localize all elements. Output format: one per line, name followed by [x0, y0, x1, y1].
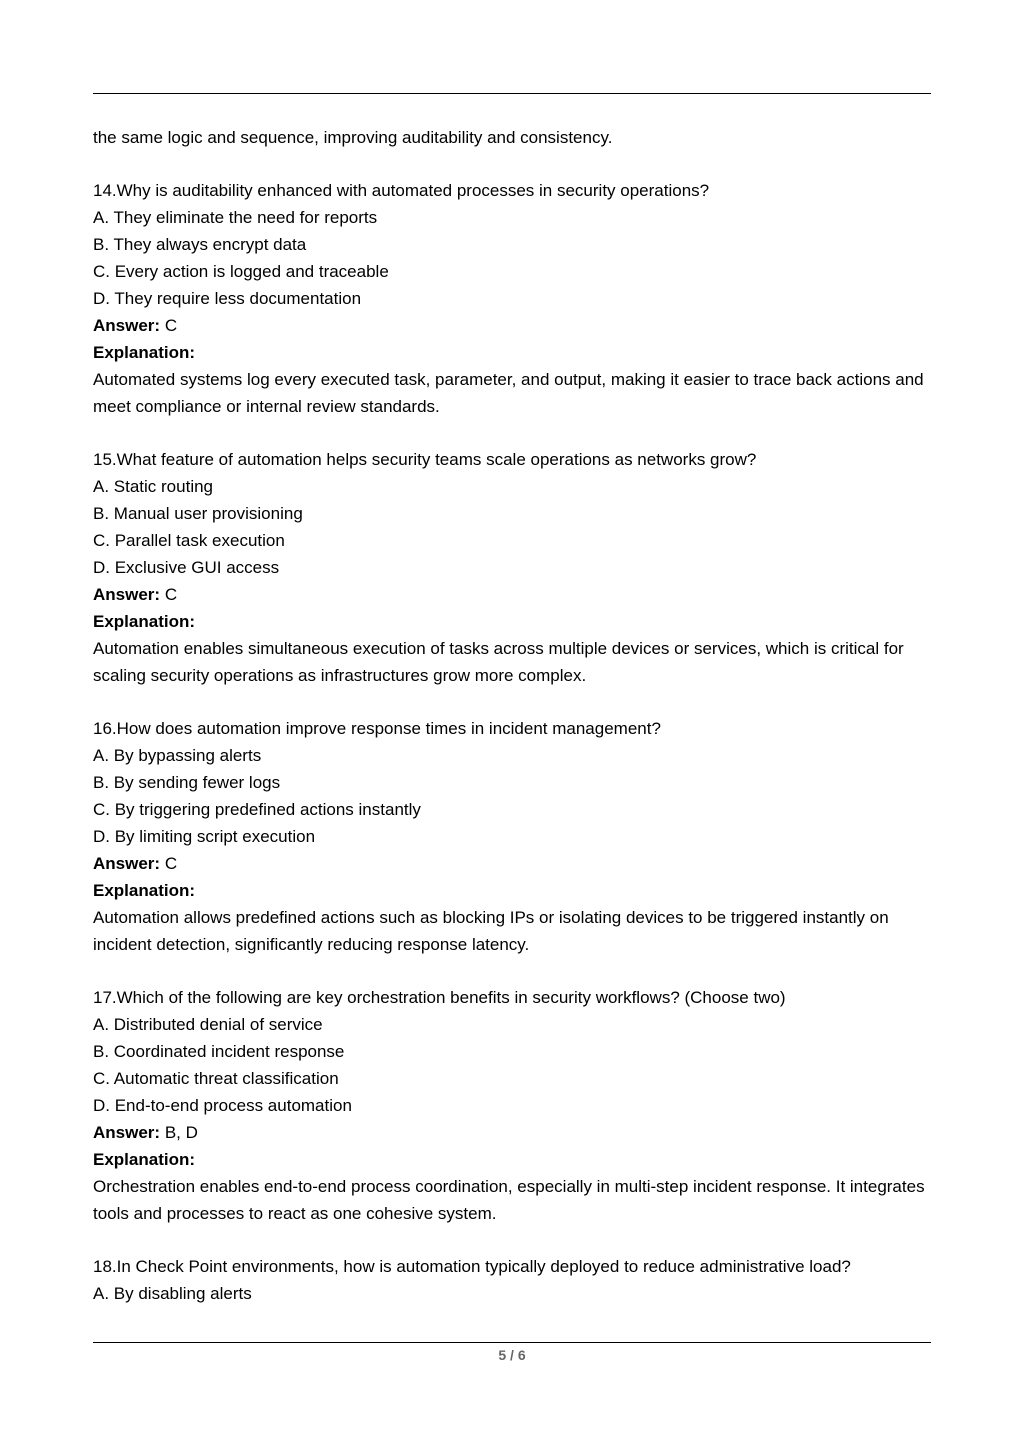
explanation-text: Automation enables simultaneous execution of tasks across multiple devices or services, which is critical for scaling security operations as infrastructures grow more complex. — [93, 639, 904, 685]
answer-line — [93, 312, 935, 339]
option-d: D. End-to-end process automation — [93, 1096, 352, 1115]
question-block — [93, 177, 935, 420]
answer-label: Answer: — [93, 316, 161, 335]
spacer — [93, 689, 935, 715]
option-a: A. Static routing — [93, 477, 214, 496]
spacer — [93, 151, 935, 177]
answer-value: C — [164, 585, 178, 604]
explanation-text: Orchestration enables end-to-end process coordination, especially in multi-step incident response. It integrates tools and processes to react as one cohesive system. — [93, 1177, 925, 1223]
option-c: C. Every action is logged and traceable — [93, 262, 389, 281]
explanation-label: Explanation: — [93, 343, 196, 362]
explanation-text: Automation allows predefined actions such as blocking IPs or isolating devices to be triggered instantly on incident detection, significantly reducing response latency. — [93, 908, 889, 954]
question-block — [93, 1253, 935, 1307]
option-c: C. Parallel task execution — [93, 531, 285, 550]
question-text: 14.Why is auditability enhanced with automated processes in security operations? — [93, 181, 710, 200]
question-text: 17.Which of the following are key orchestration benefits in security workflows? (Choose two) — [93, 988, 786, 1007]
answer-label: Answer: — [93, 854, 161, 873]
option-a: A. By bypassing alerts — [93, 746, 262, 765]
option-b: B. By sending fewer logs — [93, 773, 281, 792]
answer-value: B, D — [164, 1123, 198, 1142]
option-a: A. Distributed denial of service — [93, 1015, 323, 1034]
option-b: B. Manual user provisioning — [93, 504, 303, 523]
question-block — [93, 446, 935, 689]
answer-label: Answer: — [93, 585, 161, 604]
option-b: B. Coordinated incident response — [93, 1042, 345, 1061]
intro-text: the same logic and sequence, improving auditability and consistency. — [93, 128, 613, 147]
explanation-text: Automated systems log every executed task, parameter, and output, making it easier to trace back actions and meet compliance or internal review standards. — [93, 370, 924, 416]
option-c: C. By triggering predefined actions instantly — [93, 800, 421, 819]
option-a: A. By disabling alerts — [93, 1284, 252, 1303]
page-content — [93, 124, 935, 1307]
answer-label: Answer: — [93, 1123, 161, 1142]
spacer — [93, 1227, 935, 1253]
explanation-label: Explanation: — [93, 1150, 196, 1169]
explanation-label: Explanation: — [93, 881, 196, 900]
option-a: A. They eliminate the need for reports — [93, 208, 378, 227]
option-d: D. By limiting script execution — [93, 827, 316, 846]
option-d: D. Exclusive GUI access — [93, 558, 280, 577]
question-block — [93, 984, 935, 1227]
option-d: D. They require less documentation — [93, 289, 362, 308]
answer-value: C — [164, 854, 178, 873]
footer-rule — [93, 1342, 931, 1343]
question-text: 18.In Check Point environments, how is automation typically deployed to reduce administrative load? — [93, 1257, 851, 1276]
spacer — [93, 420, 935, 446]
option-b: B. They always encrypt data — [93, 235, 307, 254]
answer-line — [93, 850, 935, 877]
question-text: 15.What feature of automation helps security teams scale operations as networks grow? — [93, 450, 757, 469]
question-text: 16.How does automation improve response times in incident management? — [93, 719, 661, 738]
question-block — [93, 715, 935, 958]
answer-value: C — [164, 316, 178, 335]
page-indicator: 5 / 6 — [498, 1347, 526, 1363]
explanation-label: Explanation: — [93, 612, 196, 631]
answer-line — [93, 581, 935, 608]
header-rule — [93, 93, 931, 94]
spacer — [93, 958, 935, 984]
option-c: C. Automatic threat classification — [93, 1069, 339, 1088]
answer-line — [93, 1119, 935, 1146]
